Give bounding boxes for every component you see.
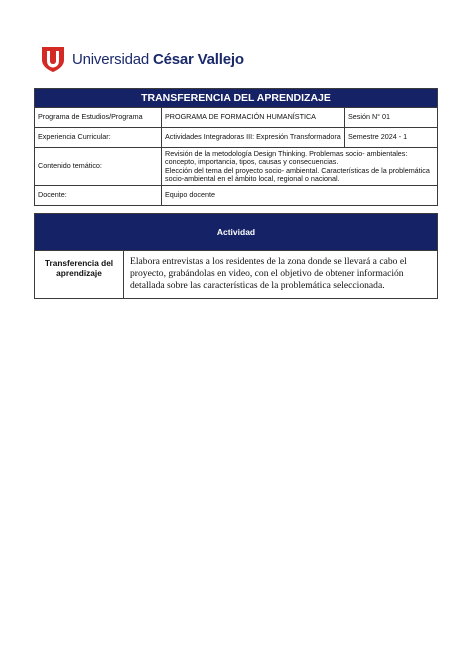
teacher-value: Equipo docente bbox=[162, 186, 438, 206]
session-number: Sesión N° 01 bbox=[345, 108, 438, 128]
teacher-row bbox=[35, 186, 438, 206]
curricular-row bbox=[35, 128, 438, 148]
course-info-table bbox=[34, 88, 438, 206]
activity-row bbox=[35, 251, 438, 299]
content-line-2: Elección del tema del proyecto socio- ambiental. Características de la problemática socio-ambiental en el ámbito local, regional o nacional. bbox=[165, 165, 430, 183]
ucv-shield-icon bbox=[40, 45, 66, 73]
curricular-value: Actividades Integradoras III: Expresión Transformadora bbox=[162, 128, 345, 148]
activity-label: Transferencia del aprendizaje bbox=[35, 251, 124, 299]
program-label: Programa de Estudios/Programa bbox=[35, 108, 162, 128]
semester: Semestre 2024 - 1 bbox=[345, 128, 438, 148]
content-label: Contenido temático: bbox=[35, 148, 162, 186]
university-name: Universidad César Vallejo bbox=[72, 50, 244, 68]
program-row bbox=[35, 108, 438, 128]
content-row bbox=[35, 148, 438, 186]
curricular-label: Experiencia Curricular: bbox=[35, 128, 162, 148]
info-table-title: TRANSFERENCIA DEL APRENDIZAJE bbox=[35, 89, 438, 108]
content-line-1: Revisión de la metodología Design Thinking. Problemas socio- ambientales: concepto, importancia, tipos, causas y consecuencias. bbox=[165, 149, 408, 167]
university-logo bbox=[40, 44, 244, 74]
activity-description: Elabora entrevistas a los residentes de la zona donde se llevará a cabo el proyecto, grabándolas en video, con el objetivo de obtener información detallada sobre las características de la problemática seleccionada. bbox=[124, 251, 438, 299]
content-value bbox=[162, 148, 438, 186]
program-value: PROGRAMA DE FORMACIÓN HUMANÍSTICA bbox=[162, 108, 345, 128]
activity-table bbox=[34, 213, 438, 299]
activity-header: Actividad bbox=[35, 214, 438, 251]
teacher-label: Docente: bbox=[35, 186, 162, 206]
